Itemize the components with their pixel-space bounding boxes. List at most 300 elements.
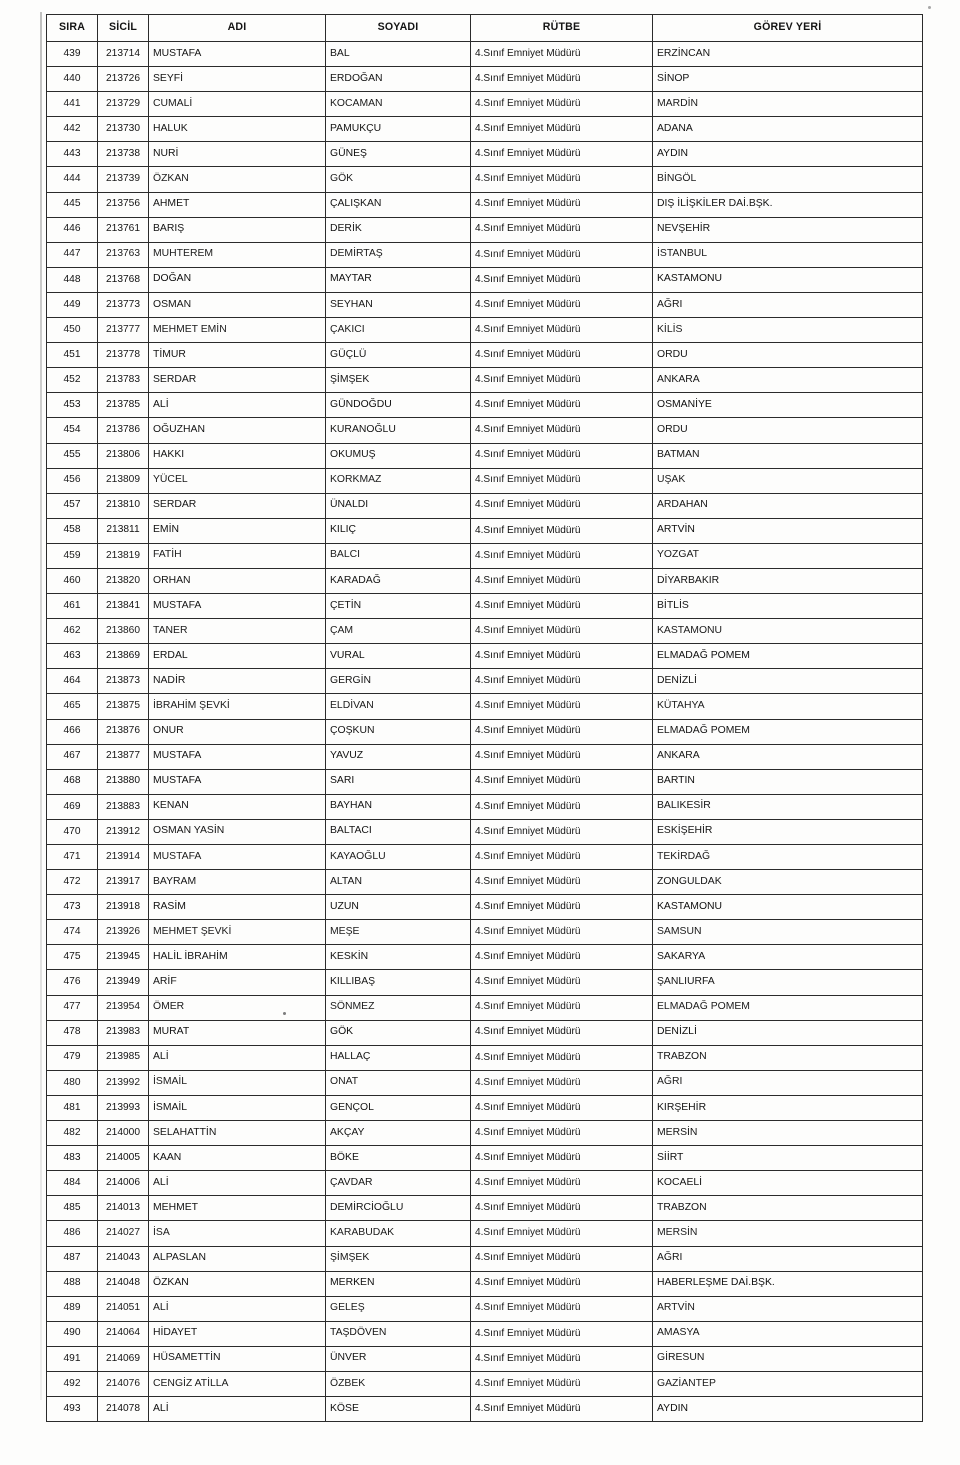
- cell-soyadi: MEŞE: [326, 920, 471, 945]
- table-row: [47, 1070, 923, 1095]
- cell-adi: MUHTEREM: [149, 242, 326, 267]
- cell-sira: 487: [47, 1246, 98, 1271]
- cell-soyadi: BÖKE: [326, 1146, 471, 1171]
- cell-gorev: ESKİŞEHİR: [653, 819, 923, 844]
- cell-sira: 489: [47, 1296, 98, 1321]
- cell-sira: 479: [47, 1045, 98, 1070]
- cell-rutbe: 4.Sınıf Emniyet Müdürü: [471, 318, 653, 343]
- cell-adi: SERDAR: [149, 368, 326, 393]
- cell-rutbe: 4.Sınıf Emniyet Müdürü: [471, 845, 653, 870]
- cell-soyadi: BAYHAN: [326, 794, 471, 819]
- cell-soyadi: VURAL: [326, 644, 471, 669]
- cell-soyadi: SÖNMEZ: [326, 995, 471, 1020]
- cell-sira: 446: [47, 217, 98, 242]
- cell-rutbe: 4.Sınıf Emniyet Müdürü: [471, 920, 653, 945]
- cell-sicil: 214043: [98, 1246, 149, 1271]
- table-header: [47, 15, 923, 42]
- cell-sira: 476: [47, 970, 98, 995]
- cell-sicil: 213714: [98, 42, 149, 67]
- cell-gorev: AYDIN: [653, 142, 923, 167]
- table-row: [47, 518, 923, 543]
- cell-adi: ORHAN: [149, 568, 326, 593]
- cell-gorev: AMASYA: [653, 1321, 923, 1346]
- cell-soyadi: GÜÇLÜ: [326, 343, 471, 368]
- cell-soyadi: UZUN: [326, 895, 471, 920]
- cell-gorev: KASTAMONU: [653, 267, 923, 292]
- table-row: [47, 1171, 923, 1196]
- cell-sicil: 214006: [98, 1171, 149, 1196]
- cell-rutbe: 4.Sınıf Emniyet Müdürü: [471, 267, 653, 292]
- table-row: [47, 1321, 923, 1346]
- cell-sicil: 214076: [98, 1371, 149, 1396]
- cell-soyadi: KARADAĞ: [326, 568, 471, 593]
- cell-soyadi: BALCI: [326, 543, 471, 568]
- cell-soyadi: KÖSE: [326, 1397, 471, 1422]
- cell-adi: ALİ: [149, 1045, 326, 1070]
- table-row: [47, 845, 923, 870]
- cell-gorev: SAKARYA: [653, 945, 923, 970]
- cell-adi: KAAN: [149, 1146, 326, 1171]
- cell-sira: 452: [47, 368, 98, 393]
- table-row: [47, 368, 923, 393]
- cell-sicil: 214051: [98, 1296, 149, 1321]
- cell-gorev: KİLİS: [653, 318, 923, 343]
- cell-gorev: ORDU: [653, 343, 923, 368]
- cell-adi: İSMAİL: [149, 1070, 326, 1095]
- cell-sira: 462: [47, 619, 98, 644]
- cell-adi: CUMALİ: [149, 92, 326, 117]
- cell-soyadi: MAYTAR: [326, 267, 471, 292]
- cell-rutbe: 4.Sınıf Emniyet Müdürü: [471, 769, 653, 794]
- cell-sira: 445: [47, 192, 98, 217]
- table-row: [47, 343, 923, 368]
- column-header-sira: SIRA: [47, 15, 98, 42]
- cell-rutbe: 4.Sınıf Emniyet Müdürü: [471, 895, 653, 920]
- cell-rutbe: 4.Sınıf Emniyet Müdürü: [471, 594, 653, 619]
- table-row: [47, 1346, 923, 1371]
- cell-gorev: BİNGÖL: [653, 167, 923, 192]
- cell-adi: MEHMET EMİN: [149, 318, 326, 343]
- cell-soyadi: ONAT: [326, 1070, 471, 1095]
- cell-gorev: ORDU: [653, 418, 923, 443]
- cell-gorev: ELMADAĞ POMEM: [653, 995, 923, 1020]
- cell-soyadi: KORKMAZ: [326, 468, 471, 493]
- cell-sicil: 213926: [98, 920, 149, 945]
- cell-soyadi: ŞİMŞEK: [326, 368, 471, 393]
- cell-gorev: BARTIN: [653, 769, 923, 794]
- cell-sira: 460: [47, 568, 98, 593]
- cell-sira: 470: [47, 819, 98, 844]
- cell-sira: 450: [47, 318, 98, 343]
- cell-sicil: 214013: [98, 1196, 149, 1221]
- cell-sicil: 213729: [98, 92, 149, 117]
- cell-sira: 458: [47, 518, 98, 543]
- table-row: [47, 1121, 923, 1146]
- cell-adi: HALUK: [149, 117, 326, 142]
- cell-rutbe: 4.Sınıf Emniyet Müdürü: [471, 694, 653, 719]
- cell-soyadi: ALTAN: [326, 870, 471, 895]
- cell-sira: 441: [47, 92, 98, 117]
- cell-gorev: ŞANLIURFA: [653, 970, 923, 995]
- cell-adi: TANER: [149, 619, 326, 644]
- cell-gorev: ERZİNCAN: [653, 42, 923, 67]
- cell-adi: DOĞAN: [149, 267, 326, 292]
- table-row: [47, 1296, 923, 1321]
- cell-sicil: 213860: [98, 619, 149, 644]
- cell-soyadi: ERDOĞAN: [326, 67, 471, 92]
- table-row: [47, 568, 923, 593]
- table-row: [47, 1271, 923, 1296]
- cell-gorev: YOZGAT: [653, 543, 923, 568]
- cell-gorev: KÜTAHYA: [653, 694, 923, 719]
- cell-rutbe: 4.Sınıf Emniyet Müdürü: [471, 343, 653, 368]
- table-row: [47, 920, 923, 945]
- cell-rutbe: 4.Sınıf Emniyet Müdürü: [471, 92, 653, 117]
- cell-adi: ALİ: [149, 1296, 326, 1321]
- cell-adi: HİDAYET: [149, 1321, 326, 1346]
- cell-gorev: OSMANİYE: [653, 393, 923, 418]
- cell-sira: 471: [47, 845, 98, 870]
- cell-sira: 473: [47, 895, 98, 920]
- table-row: [47, 1397, 923, 1422]
- cell-gorev: KOCAELİ: [653, 1171, 923, 1196]
- cell-adi: İSMAİL: [149, 1095, 326, 1120]
- cell-soyadi: BAL: [326, 42, 471, 67]
- cell-adi: OSMAN YASİN: [149, 819, 326, 844]
- cell-sira: 478: [47, 1020, 98, 1045]
- cell-sira: 468: [47, 769, 98, 794]
- cell-soyadi: KARABUDAK: [326, 1221, 471, 1246]
- cell-sicil: 213985: [98, 1045, 149, 1070]
- cell-soyadi: ÜNALDI: [326, 493, 471, 518]
- column-header-rutbe: RÜTBE: [471, 15, 653, 42]
- cell-adi: İBRAHİM ŞEVKİ: [149, 694, 326, 719]
- table-row: [47, 292, 923, 317]
- cell-soyadi: ÖZBEK: [326, 1371, 471, 1396]
- table-row: [47, 794, 923, 819]
- cell-soyadi: SARI: [326, 769, 471, 794]
- cell-gorev: GİRESUN: [653, 1346, 923, 1371]
- cell-sicil: 214069: [98, 1346, 149, 1371]
- cell-sira: 451: [47, 343, 98, 368]
- cell-sicil: 213756: [98, 192, 149, 217]
- column-header-soyadi: SOYADI: [326, 15, 471, 42]
- cell-rutbe: 4.Sınıf Emniyet Müdürü: [471, 1397, 653, 1422]
- cell-rutbe: 4.Sınıf Emniyet Müdürü: [471, 468, 653, 493]
- cell-rutbe: 4.Sınıf Emniyet Müdürü: [471, 42, 653, 67]
- table-row: [47, 945, 923, 970]
- table-row: [47, 493, 923, 518]
- cell-rutbe: 4.Sınıf Emniyet Müdürü: [471, 292, 653, 317]
- cell-sicil: 213761: [98, 217, 149, 242]
- cell-adi: İSA: [149, 1221, 326, 1246]
- cell-rutbe: 4.Sınıf Emniyet Müdürü: [471, 1146, 653, 1171]
- cell-sira: 474: [47, 920, 98, 945]
- cell-gorev: UŞAK: [653, 468, 923, 493]
- cell-gorev: DİYARBAKIR: [653, 568, 923, 593]
- cell-soyadi: ÇOŞKUN: [326, 719, 471, 744]
- cell-rutbe: 4.Sınıf Emniyet Müdürü: [471, 1095, 653, 1120]
- cell-soyadi: TAŞDÖVEN: [326, 1321, 471, 1346]
- cell-adi: NADİR: [149, 669, 326, 694]
- table-row: [47, 192, 923, 217]
- cell-soyadi: GÜNEŞ: [326, 142, 471, 167]
- cell-adi: HAKKI: [149, 443, 326, 468]
- table-row: [47, 543, 923, 568]
- cell-adi: MUSTAFA: [149, 769, 326, 794]
- cell-sicil: 214064: [98, 1321, 149, 1346]
- cell-rutbe: 4.Sınıf Emniyet Müdürü: [471, 518, 653, 543]
- cell-sira: 440: [47, 67, 98, 92]
- cell-adi: SEYFİ: [149, 67, 326, 92]
- cell-adi: ERDAL: [149, 644, 326, 669]
- cell-adi: ALPASLAN: [149, 1246, 326, 1271]
- cell-adi: ALİ: [149, 393, 326, 418]
- cell-sicil: 213875: [98, 694, 149, 719]
- cell-soyadi: YAVUZ: [326, 744, 471, 769]
- cell-rutbe: 4.Sınıf Emniyet Müdürü: [471, 418, 653, 443]
- cell-rutbe: 4.Sınıf Emniyet Müdürü: [471, 945, 653, 970]
- cell-sicil: 213992: [98, 1070, 149, 1095]
- cell-rutbe: 4.Sınıf Emniyet Müdürü: [471, 1121, 653, 1146]
- cell-gorev: AĞRI: [653, 1246, 923, 1271]
- cell-adi: ARİF: [149, 970, 326, 995]
- cell-gorev: ARDAHAN: [653, 493, 923, 518]
- table-row: [47, 217, 923, 242]
- cell-soyadi: GÖK: [326, 167, 471, 192]
- table-row: [47, 644, 923, 669]
- cell-sicil: 213730: [98, 117, 149, 142]
- table-row: [47, 619, 923, 644]
- table-row: [47, 142, 923, 167]
- cell-adi: SELAHATTİN: [149, 1121, 326, 1146]
- table-row: [47, 267, 923, 292]
- cell-gorev: AĞRI: [653, 1070, 923, 1095]
- cell-sira: 481: [47, 1095, 98, 1120]
- cell-gorev: ARTVİN: [653, 1296, 923, 1321]
- cell-rutbe: 4.Sınıf Emniyet Müdürü: [471, 1296, 653, 1321]
- cell-sicil: 213918: [98, 895, 149, 920]
- cell-rutbe: 4.Sınıf Emniyet Müdürü: [471, 719, 653, 744]
- cell-adi: OSMAN: [149, 292, 326, 317]
- roster-sheet: [46, 14, 922, 1422]
- cell-sira: 449: [47, 292, 98, 317]
- cell-rutbe: 4.Sınıf Emniyet Müdürü: [471, 1271, 653, 1296]
- cell-sira: 456: [47, 468, 98, 493]
- cell-rutbe: 4.Sınıf Emniyet Müdürü: [471, 744, 653, 769]
- personnel-assignment-table: [46, 14, 923, 1422]
- table-row: [47, 67, 923, 92]
- cell-adi: SERDAR: [149, 493, 326, 518]
- cell-soyadi: GÜNDOĞDU: [326, 393, 471, 418]
- cell-sicil: 213809: [98, 468, 149, 493]
- table-row: [47, 393, 923, 418]
- cell-sicil: 213768: [98, 267, 149, 292]
- table-row: [47, 318, 923, 343]
- cell-sira: 439: [47, 42, 98, 67]
- cell-soyadi: KILIÇ: [326, 518, 471, 543]
- cell-sira: 493: [47, 1397, 98, 1422]
- cell-rutbe: 4.Sınıf Emniyet Müdürü: [471, 393, 653, 418]
- column-header-adi: ADI: [149, 15, 326, 42]
- cell-sicil: 213945: [98, 945, 149, 970]
- cell-soyadi: KAYAOĞLU: [326, 845, 471, 870]
- cell-adi: OĞUZHAN: [149, 418, 326, 443]
- table-row: [47, 242, 923, 267]
- cell-sira: 453: [47, 393, 98, 418]
- cell-sira: 443: [47, 142, 98, 167]
- cell-rutbe: 4.Sınıf Emniyet Müdürü: [471, 67, 653, 92]
- table-row: [47, 694, 923, 719]
- cell-gorev: KASTAMONU: [653, 619, 923, 644]
- cell-sira: 485: [47, 1196, 98, 1221]
- cell-adi: NURİ: [149, 142, 326, 167]
- cell-soyadi: KOCAMAN: [326, 92, 471, 117]
- cell-soyadi: ÇAM: [326, 619, 471, 644]
- cell-gorev: ELMADAĞ POMEM: [653, 644, 923, 669]
- table-row: [47, 819, 923, 844]
- table-row: [47, 443, 923, 468]
- cell-sira: 477: [47, 995, 98, 1020]
- table-row: [47, 995, 923, 1020]
- cell-gorev: MERSİN: [653, 1121, 923, 1146]
- cell-soyadi: GELEŞ: [326, 1296, 471, 1321]
- cell-sicil: 213726: [98, 67, 149, 92]
- cell-adi: ÖMER: [149, 995, 326, 1020]
- table-row: [47, 1095, 923, 1120]
- cell-sira: 467: [47, 744, 98, 769]
- cell-sira: 484: [47, 1171, 98, 1196]
- cell-sicil: 213773: [98, 292, 149, 317]
- cell-sicil: 213806: [98, 443, 149, 468]
- cell-sira: 465: [47, 694, 98, 719]
- cell-adi: ALİ: [149, 1397, 326, 1422]
- cell-adi: BARIŞ: [149, 217, 326, 242]
- cell-sira: 475: [47, 945, 98, 970]
- cell-sicil: 214048: [98, 1271, 149, 1296]
- table-row: [47, 769, 923, 794]
- cell-sicil: 213763: [98, 242, 149, 267]
- cell-sicil: 213810: [98, 493, 149, 518]
- cell-soyadi: PAMUKÇU: [326, 117, 471, 142]
- cell-soyadi: KURANOĞLU: [326, 418, 471, 443]
- cell-gorev: DIŞ İLİŞKİLER DAİ.BŞK.: [653, 192, 923, 217]
- cell-sicil: 214078: [98, 1397, 149, 1422]
- table-row: [47, 117, 923, 142]
- table-row: [47, 1371, 923, 1396]
- table-row: [47, 744, 923, 769]
- cell-adi: MUSTAFA: [149, 594, 326, 619]
- cell-soyadi: ÇETİN: [326, 594, 471, 619]
- cell-adi: HÜSAMETTİN: [149, 1346, 326, 1371]
- table-row: [47, 1020, 923, 1045]
- cell-sicil: 213820: [98, 568, 149, 593]
- cell-sira: 491: [47, 1346, 98, 1371]
- cell-rutbe: 4.Sınıf Emniyet Müdürü: [471, 242, 653, 267]
- cell-sira: 480: [47, 1070, 98, 1095]
- cell-adi: CENGİZ ATİLLA: [149, 1371, 326, 1396]
- table-row: [47, 594, 923, 619]
- table-row: [47, 719, 923, 744]
- cell-adi: BAYRAM: [149, 870, 326, 895]
- cell-sira: 464: [47, 669, 98, 694]
- cell-rutbe: 4.Sınıf Emniyet Müdürü: [471, 1221, 653, 1246]
- cell-sicil: 213777: [98, 318, 149, 343]
- cell-gorev: TRABZON: [653, 1045, 923, 1070]
- cell-gorev: DENİZLİ: [653, 1020, 923, 1045]
- cell-gorev: MARDİN: [653, 92, 923, 117]
- cell-sicil: 213880: [98, 769, 149, 794]
- cell-sicil: 213883: [98, 794, 149, 819]
- cell-sicil: 213819: [98, 543, 149, 568]
- cell-sicil: 213786: [98, 418, 149, 443]
- cell-gorev: MERSİN: [653, 1221, 923, 1246]
- cell-sicil: 213873: [98, 669, 149, 694]
- table-row: [47, 669, 923, 694]
- cell-adi: ÖZKAN: [149, 1271, 326, 1296]
- cell-gorev: KASTAMONU: [653, 895, 923, 920]
- cell-soyadi: KILLIBAŞ: [326, 970, 471, 995]
- cell-adi: MEHMET ŞEVKİ: [149, 920, 326, 945]
- cell-rutbe: 4.Sınıf Emniyet Müdürü: [471, 368, 653, 393]
- cell-sira: 486: [47, 1221, 98, 1246]
- cell-gorev: BATMAN: [653, 443, 923, 468]
- cell-adi: MUSTAFA: [149, 845, 326, 870]
- cell-rutbe: 4.Sınıf Emniyet Müdürü: [471, 1371, 653, 1396]
- cell-gorev: ELMADAĞ POMEM: [653, 719, 923, 744]
- cell-gorev: SAMSUN: [653, 920, 923, 945]
- cell-rutbe: 4.Sınıf Emniyet Müdürü: [471, 1070, 653, 1095]
- cell-soyadi: HALLAÇ: [326, 1045, 471, 1070]
- cell-soyadi: KESKİN: [326, 945, 471, 970]
- cell-soyadi: OKUMUŞ: [326, 443, 471, 468]
- cell-gorev: ANKARA: [653, 744, 923, 769]
- cell-adi: MURAT: [149, 1020, 326, 1045]
- cell-gorev: KIRŞEHİR: [653, 1095, 923, 1120]
- cell-rutbe: 4.Sınıf Emniyet Müdürü: [471, 142, 653, 167]
- cell-sira: 466: [47, 719, 98, 744]
- cell-soyadi: ŞİMŞEK: [326, 1246, 471, 1271]
- cell-rutbe: 4.Sınıf Emniyet Müdürü: [471, 995, 653, 1020]
- cell-sira: 482: [47, 1121, 98, 1146]
- cell-rutbe: 4.Sınıf Emniyet Müdürü: [471, 1045, 653, 1070]
- cell-sicil: 213914: [98, 845, 149, 870]
- cell-gorev: TEKİRDAĞ: [653, 845, 923, 870]
- cell-sicil: 213983: [98, 1020, 149, 1045]
- cell-adi: MEHMET: [149, 1196, 326, 1221]
- cell-sira: 492: [47, 1371, 98, 1396]
- cell-rutbe: 4.Sınıf Emniyet Müdürü: [471, 619, 653, 644]
- cell-sicil: 213778: [98, 343, 149, 368]
- cell-sicil: 213783: [98, 368, 149, 393]
- table-row: [47, 1196, 923, 1221]
- cell-rutbe: 4.Sınıf Emniyet Müdürü: [471, 1020, 653, 1045]
- cell-adi: AHMET: [149, 192, 326, 217]
- cell-gorev: ADANA: [653, 117, 923, 142]
- cell-adi: TİMUR: [149, 343, 326, 368]
- cell-sira: 442: [47, 117, 98, 142]
- cell-rutbe: 4.Sınıf Emniyet Müdürü: [471, 819, 653, 844]
- cell-rutbe: 4.Sınıf Emniyet Müdürü: [471, 1171, 653, 1196]
- cell-adi: ALİ: [149, 1171, 326, 1196]
- cell-sira: 455: [47, 443, 98, 468]
- cell-rutbe: 4.Sınıf Emniyet Müdürü: [471, 1346, 653, 1371]
- cell-sicil: 213876: [98, 719, 149, 744]
- cell-gorev: SİİRT: [653, 1146, 923, 1171]
- cell-rutbe: 4.Sınıf Emniyet Müdürü: [471, 543, 653, 568]
- cell-rutbe: 4.Sınıf Emniyet Müdürü: [471, 1246, 653, 1271]
- cell-adi: KENAN: [149, 794, 326, 819]
